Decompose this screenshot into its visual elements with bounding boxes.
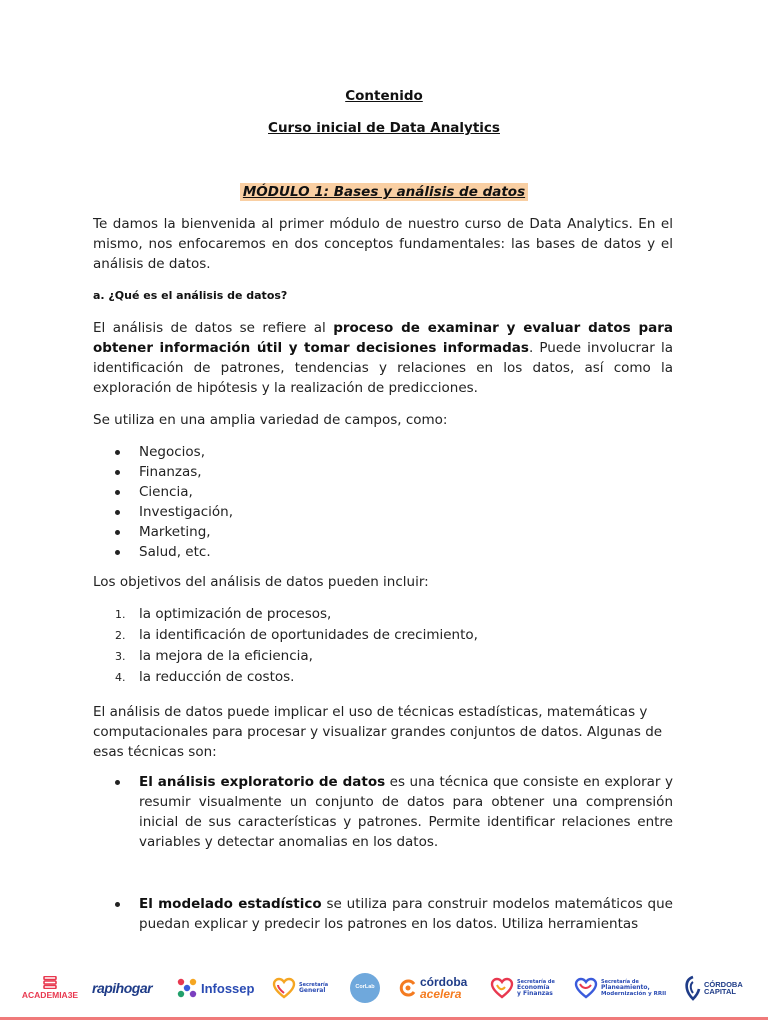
definition-text-end: . Puede involucrar la identificación de patrones, tendencias y relaciones en los datos, así como la exploración de hipótesis y la realización de predicciones. [93,340,673,396]
heart-icon [490,976,514,1000]
heart-icon [272,976,296,1000]
list-text: la reducción de costos. [139,669,295,685]
course-title: Curso inicial de Data Analytics [268,120,500,136]
footer-divider [0,1017,768,1020]
cordoba-capital-logo: CÓRDOBA CAPITAL [684,968,750,1008]
list-item: Investigación, [115,502,233,522]
techniques-intro: El análisis de datos puede implicar el uso de técnicas estadísticas, matemáticas y computacionales para procesar y visualizar grandes conjuntos de datos. Algunas de esas técnicas son: [93,704,663,760]
technique-item-modeling [115,894,673,934]
list-item [115,646,478,667]
infossep-logo: Infossep [176,968,260,1008]
heart-icon [574,976,598,1000]
rapihogar-logo: rapihogar [92,980,153,996]
list-item: Marketing, [115,522,233,542]
technique-name: El modelado estadístico [139,896,322,912]
sponsor-footer [0,968,768,1024]
list-text: la identificación de oportunidades de crecimiento, [139,627,478,643]
bullet-icon [115,902,120,907]
technique-description: se utiliza para construir modelos matemáticos que puedan explicar y predecir los patrones en los datos. Utiliza herramientas [139,896,673,932]
technique-description: es una técnica que consiste en explorar y resumir visualmente un conjunto de datos para obtener una comprensión inicial de sus características y patrones. Permite identificar relaciones entre variables y detectar anomalias en los datos. [139,774,673,850]
goals-list [115,604,478,688]
fields-list [115,442,233,562]
definition-paragraph [93,318,673,398]
secretaria-planeamiento-logo: Secretaría de Planeamiento, Modernización y RRII [574,968,674,1008]
list-item [115,625,478,646]
corlab-badge: CorLab [350,973,380,1003]
fields-intro: Se utiliza en una amplia variedad de campos, como: [93,412,448,428]
academia3e-logo: ACADEMIA3E [18,968,82,1008]
technique-text [139,894,673,934]
list-item: Ciencia, [115,482,233,502]
swirl-icon [398,978,418,998]
list-item: Salud, etc. [115,542,233,562]
list-number: 4. [115,671,126,684]
list-item: Finanzas, [115,462,233,482]
technique-item-exploratory [115,772,673,852]
list-number: 1. [115,608,126,621]
cordoba-acelera-logo: córdoba acelera [398,968,478,1008]
module-heading-wrap [0,181,768,201]
list-item [115,667,478,688]
secretaria-general-logo: Secretaría General [272,968,334,1008]
book-icon [42,976,58,989]
section-a-heading: a. ¿Qué es el análisis de datos? [93,289,288,302]
bullet-icon [115,780,120,785]
list-item [115,604,478,625]
list-number: 3. [115,650,126,663]
module-heading: MÓDULO 1: Bases y análisis de datos [240,183,528,201]
list-item: Negocios, [115,442,233,462]
corlab-logo [350,968,382,1008]
cross-icon [176,977,198,999]
definition-text-start: El análisis de datos se refiere al [93,320,334,336]
secretaria-economia-logo: Secretaría de Economía y Finanzas [490,968,566,1008]
definition-bold: proceso de examinar y evaluar datos para obtener información útil y tomar decisiones informadas [93,320,673,356]
list-text: la optimización de procesos, [139,606,332,622]
technique-name: El análisis exploratorio de datos [139,774,386,790]
technique-text [139,772,673,852]
list-number: 2. [115,629,126,642]
goals-intro: Los objetivos del análisis de datos pueden incluir: [93,574,429,590]
page-title: Contenido [345,88,423,104]
list-text: la mejora de la eficiencia, [139,648,313,664]
intro-paragraph: Te damos la bienvenida al primer módulo de nuestro curso de Data Analytics. En el mismo, nos enfocaremos en dos conceptos fundamentales: las bases de datos y el análisis de datos. [93,216,673,272]
shield-icon [684,975,702,1001]
